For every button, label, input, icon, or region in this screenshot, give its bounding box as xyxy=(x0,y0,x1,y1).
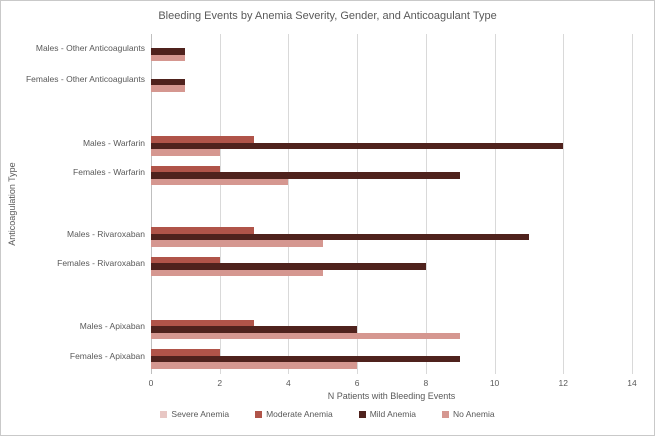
x-axis-title: N Patients with Bleeding Events xyxy=(327,391,456,401)
y-axis-title: Anticoagulation Type xyxy=(7,162,17,246)
plot-area xyxy=(151,34,632,374)
legend-item xyxy=(442,409,495,419)
legend-label: Severe Anemia xyxy=(171,409,230,419)
bar-cluster xyxy=(151,159,632,185)
bar-cluster xyxy=(151,35,632,61)
category-label: Males - Apixaban xyxy=(79,321,145,331)
bar xyxy=(151,149,220,156)
bar-cluster xyxy=(151,130,632,156)
category-label: Males - Rivaroxaban xyxy=(67,228,145,239)
category-label: Females - Warfarin xyxy=(73,167,145,177)
bar xyxy=(151,362,357,369)
x-tick-label: 10 xyxy=(489,378,500,388)
x-tick-label: 14 xyxy=(627,378,637,388)
bar xyxy=(151,85,185,92)
category-label: Females - Apixaban xyxy=(69,350,145,361)
category-label: Females - Other Anticoagulants xyxy=(25,73,145,84)
x-tick-label: 2 xyxy=(217,378,223,388)
legend-label: Moderate Anemia xyxy=(266,409,333,419)
legend-item xyxy=(160,409,229,419)
gridline xyxy=(632,34,633,374)
x-tick-label: 0 xyxy=(148,378,154,388)
x-tick-label: 12 xyxy=(558,378,569,388)
legend-swatch xyxy=(442,411,449,418)
legend-item xyxy=(255,409,333,419)
category-label: Males - Other Anticoagulants xyxy=(35,43,145,53)
category-label: Males - Warfarin xyxy=(82,137,145,148)
x-tick-label: 4 xyxy=(286,378,291,388)
bar xyxy=(151,179,288,186)
category-label: Females - Rivaroxaban xyxy=(57,258,145,268)
bar xyxy=(151,240,323,247)
legend-label: No Anemia xyxy=(453,409,495,419)
legend-swatch xyxy=(255,411,262,418)
legend-swatch xyxy=(160,411,167,418)
legend-item xyxy=(359,409,416,419)
bar xyxy=(151,270,323,277)
legend-swatch xyxy=(359,411,366,418)
bar xyxy=(151,333,460,340)
legend xyxy=(1,409,654,419)
chart-title: Bleeding Events by Anemia Severity, Gender, and Anticoagulant Type xyxy=(158,10,497,22)
bar-cluster xyxy=(151,221,632,247)
bar-cluster xyxy=(151,343,632,369)
x-tick-label: 6 xyxy=(354,378,360,388)
bar-cluster xyxy=(151,313,632,339)
x-tick-label: 8 xyxy=(423,378,429,388)
bar-cluster xyxy=(151,66,632,92)
legend-label: Mild Anemia xyxy=(369,409,416,419)
bar-cluster xyxy=(151,250,632,276)
bar xyxy=(151,55,185,62)
